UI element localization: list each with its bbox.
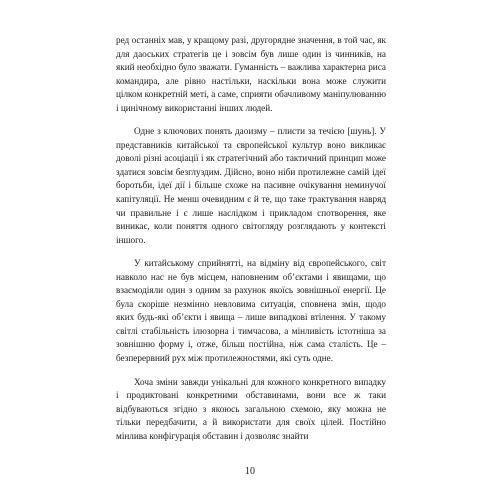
- paragraph-1: ред останніх мав, у кращому разі, другорядне значення, в той час, як для даоських стратегів це і зовсім був лише один із чинників, на який необхідно було зважати. Гуманність – важлива характерна риса командира, але рівно настільки, наскільки вона може служити цілком конкретній меті, а саме, сприяти обачливому маніпулюванню і цинічному використанні інших людей.: [116, 35, 386, 113]
- paragraph-2: Одне з ключових понять даоизму – плисти за течією [шунь]. У представників китайської та європейської культур воно викликає доволі різні асоціації і як стратегічний або тактичний принцип може здатися зовсім безглуздим. Дійсно, воно ніби протилежне самій ідеї боротьби, ідеї дії і більше схоже на пасивне очікування неминучої капітуляції. Не менш очевидним є й те, що таке трактування навряд чи правильне і є лише наслідком і прикладом спотворення, яке виникає, коли поняття одного світогляду розглядають у контексті іншого.: [116, 126, 386, 245]
- page-number: 10: [245, 466, 255, 477]
- paragraph-3: У китайському сприйнятті, на відміну від європейського, світ навколо нас не був місцем, наповненим об’єктами і явищами, що взаємодіяли один з одним за рахунок якоїсь зовнішньої енергії. Це була скоріше незмінно невловима ситуація, сповнена змін, щодо яких будь-які об’єкти і явища – лише випадкові втілення. У такому світлі стабільність ілюзорна і тимчасова, а мінливість істотніша за зовнішню форму і, отже, більш постійна, ніж сама сталість. Це – безперервний рух між протилежностями, які суть одне.: [116, 258, 386, 364]
- paragraph-4: Хоча зміни завжди унікальні для кожного конкретного випадку і продиктовані конкретними обставинами, вони все ж таки відбуваються згідно з якоюсь загальною схемою, яку можна не тільки передбачити, а й використати для своїх цілей. Постійно мінлива конфігурація обставин і дозволяє знайти: [116, 376, 386, 441]
- body-text: [116, 34, 386, 443]
